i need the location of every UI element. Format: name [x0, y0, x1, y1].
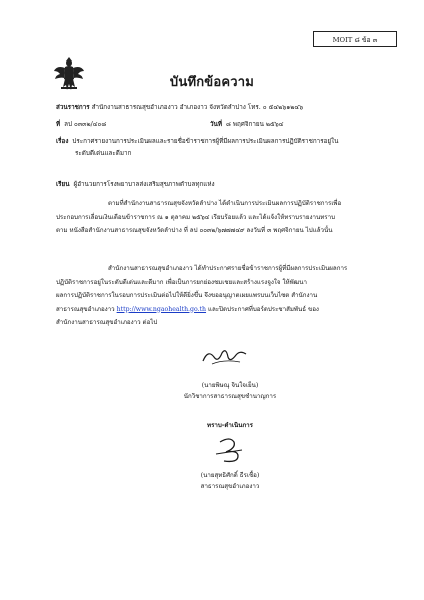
paragraph-2-line [56, 303, 370, 317]
signature-1-icon [200, 345, 250, 371]
date-value: ๘ พฤศจิกายน ๒๕๖๔ [226, 121, 284, 128]
paragraph-1-line: ตามที่สำนักงานสาธารณสุขจังหวัดลำปาง ได้ดำเนินการประเมินผลการปฏิบัติราชการเพื่อ [108, 200, 342, 207]
paragraph-1-line: ตาม หนังสือสำนักงานสาธารณสุขจังหวัดลำปาง ที่ ลป ๐๐๓๒/๖๗๗๗๔๙ ลงวันที่ ๓ พฤศจิกายน ไปแล้วนั้น [56, 227, 333, 234]
paragraph-2 [56, 262, 370, 330]
ref-row [56, 121, 106, 129]
signer-2-name: (นายสุทธิศักดิ์ ธีรเชื้อ) [200, 472, 260, 479]
agency-label: ส่วนราชการ [56, 104, 90, 111]
paragraph-1-line: ประกอบการเลื่อนเงินเดือนข้าราชการ ณ ๑ ตุลาคม ๒๕๖๔ เรียบร้อยแล้ว และได้แจ้งให้ทราบรายงานทราบ [56, 213, 336, 221]
signer-1-block [170, 380, 290, 402]
paragraph-1 [56, 197, 370, 238]
salutation-label: เรียน [56, 181, 70, 188]
signer-2-block [170, 470, 290, 492]
signer-1-name: (นายพิษณุ จินใจเย็น) [201, 382, 259, 389]
subject-line-1: ประกาศรายงานการประเมินผลและรายชื่อข้าราชการผู้ที่มีผลการประเมินผลการปฏิบัติราชการอยู่ใน [72, 138, 339, 145]
signer-2-position: สาธารณสุขอำเภองาว [200, 483, 260, 490]
salutation-row [56, 181, 215, 189]
ref-value: ลป ๐๓๓๒/๔๐๘ [64, 121, 107, 128]
website-link[interactable]: http://www.ngaohealth.go.th [116, 305, 207, 313]
subject-line-2: ระดับดีเด่นและดีมาก [75, 150, 132, 157]
paragraph-2-line: ปฏิบัติราชการอยู่ในระดับดีเด่นและดีมาก เพื่อเป็นการยกย่องชมเชยและสร้างแรงจูงใจ ให้พัฒนา [56, 278, 307, 286]
approval-label: ทราบ-ดำเนินการ [207, 422, 253, 429]
paragraph-2-line: ผลการปฏิบัติราชการในรอบการประเมินต่อไปให้ดียิ่งขึ้น จึงขออนุญาตเผยแพรบนเว็บไซต สำนักงาน [56, 292, 318, 299]
agency-value: สำนักงานสาธารณสุขอำเภองาว อำเภองาว จังหวัดลำปาง โทร. ๐ ๕๔๒๖๑๒๔๖ [91, 104, 304, 111]
subject-row [56, 138, 338, 146]
subject-row-2 [75, 150, 131, 158]
paragraph-2-text: และปิดประกาศที่บอร์ดประชาสัมพันธ์ ของ [206, 305, 319, 313]
paragraph-2-line: สำนักงานสาธารณสุขอำเภองาว ได้ทำประกาศรายชื่อข้าราชการผู้ที่มีผลการประเมินผลการ [108, 265, 348, 272]
date-label: วันที่ [210, 121, 222, 128]
memo-title: บันทึกข้อความ [169, 75, 255, 90]
subject-label: เรื่อง [56, 138, 69, 145]
signature-2-icon [212, 436, 248, 470]
agency-row [56, 104, 303, 112]
paragraph-2-line: สำนักงานสาธารณสุขอำเภองาว ต่อไป [56, 319, 158, 326]
date-row [210, 121, 284, 129]
ref-label: ที่ [56, 121, 61, 128]
document-ref-box: MOIT ๘ ข้อ ๓ [313, 31, 397, 47]
paragraph-2-text: สาธารณสุขอำเภองาว [56, 305, 117, 313]
salutation-value: ผู้อำนวยการโรงพยาบาลส่งเสริมสุขภาพตำบลทุกแห่ง [73, 181, 215, 188]
signer-1-position: นักวิชาการสาธารณสุขชำนาญการ [183, 393, 277, 400]
